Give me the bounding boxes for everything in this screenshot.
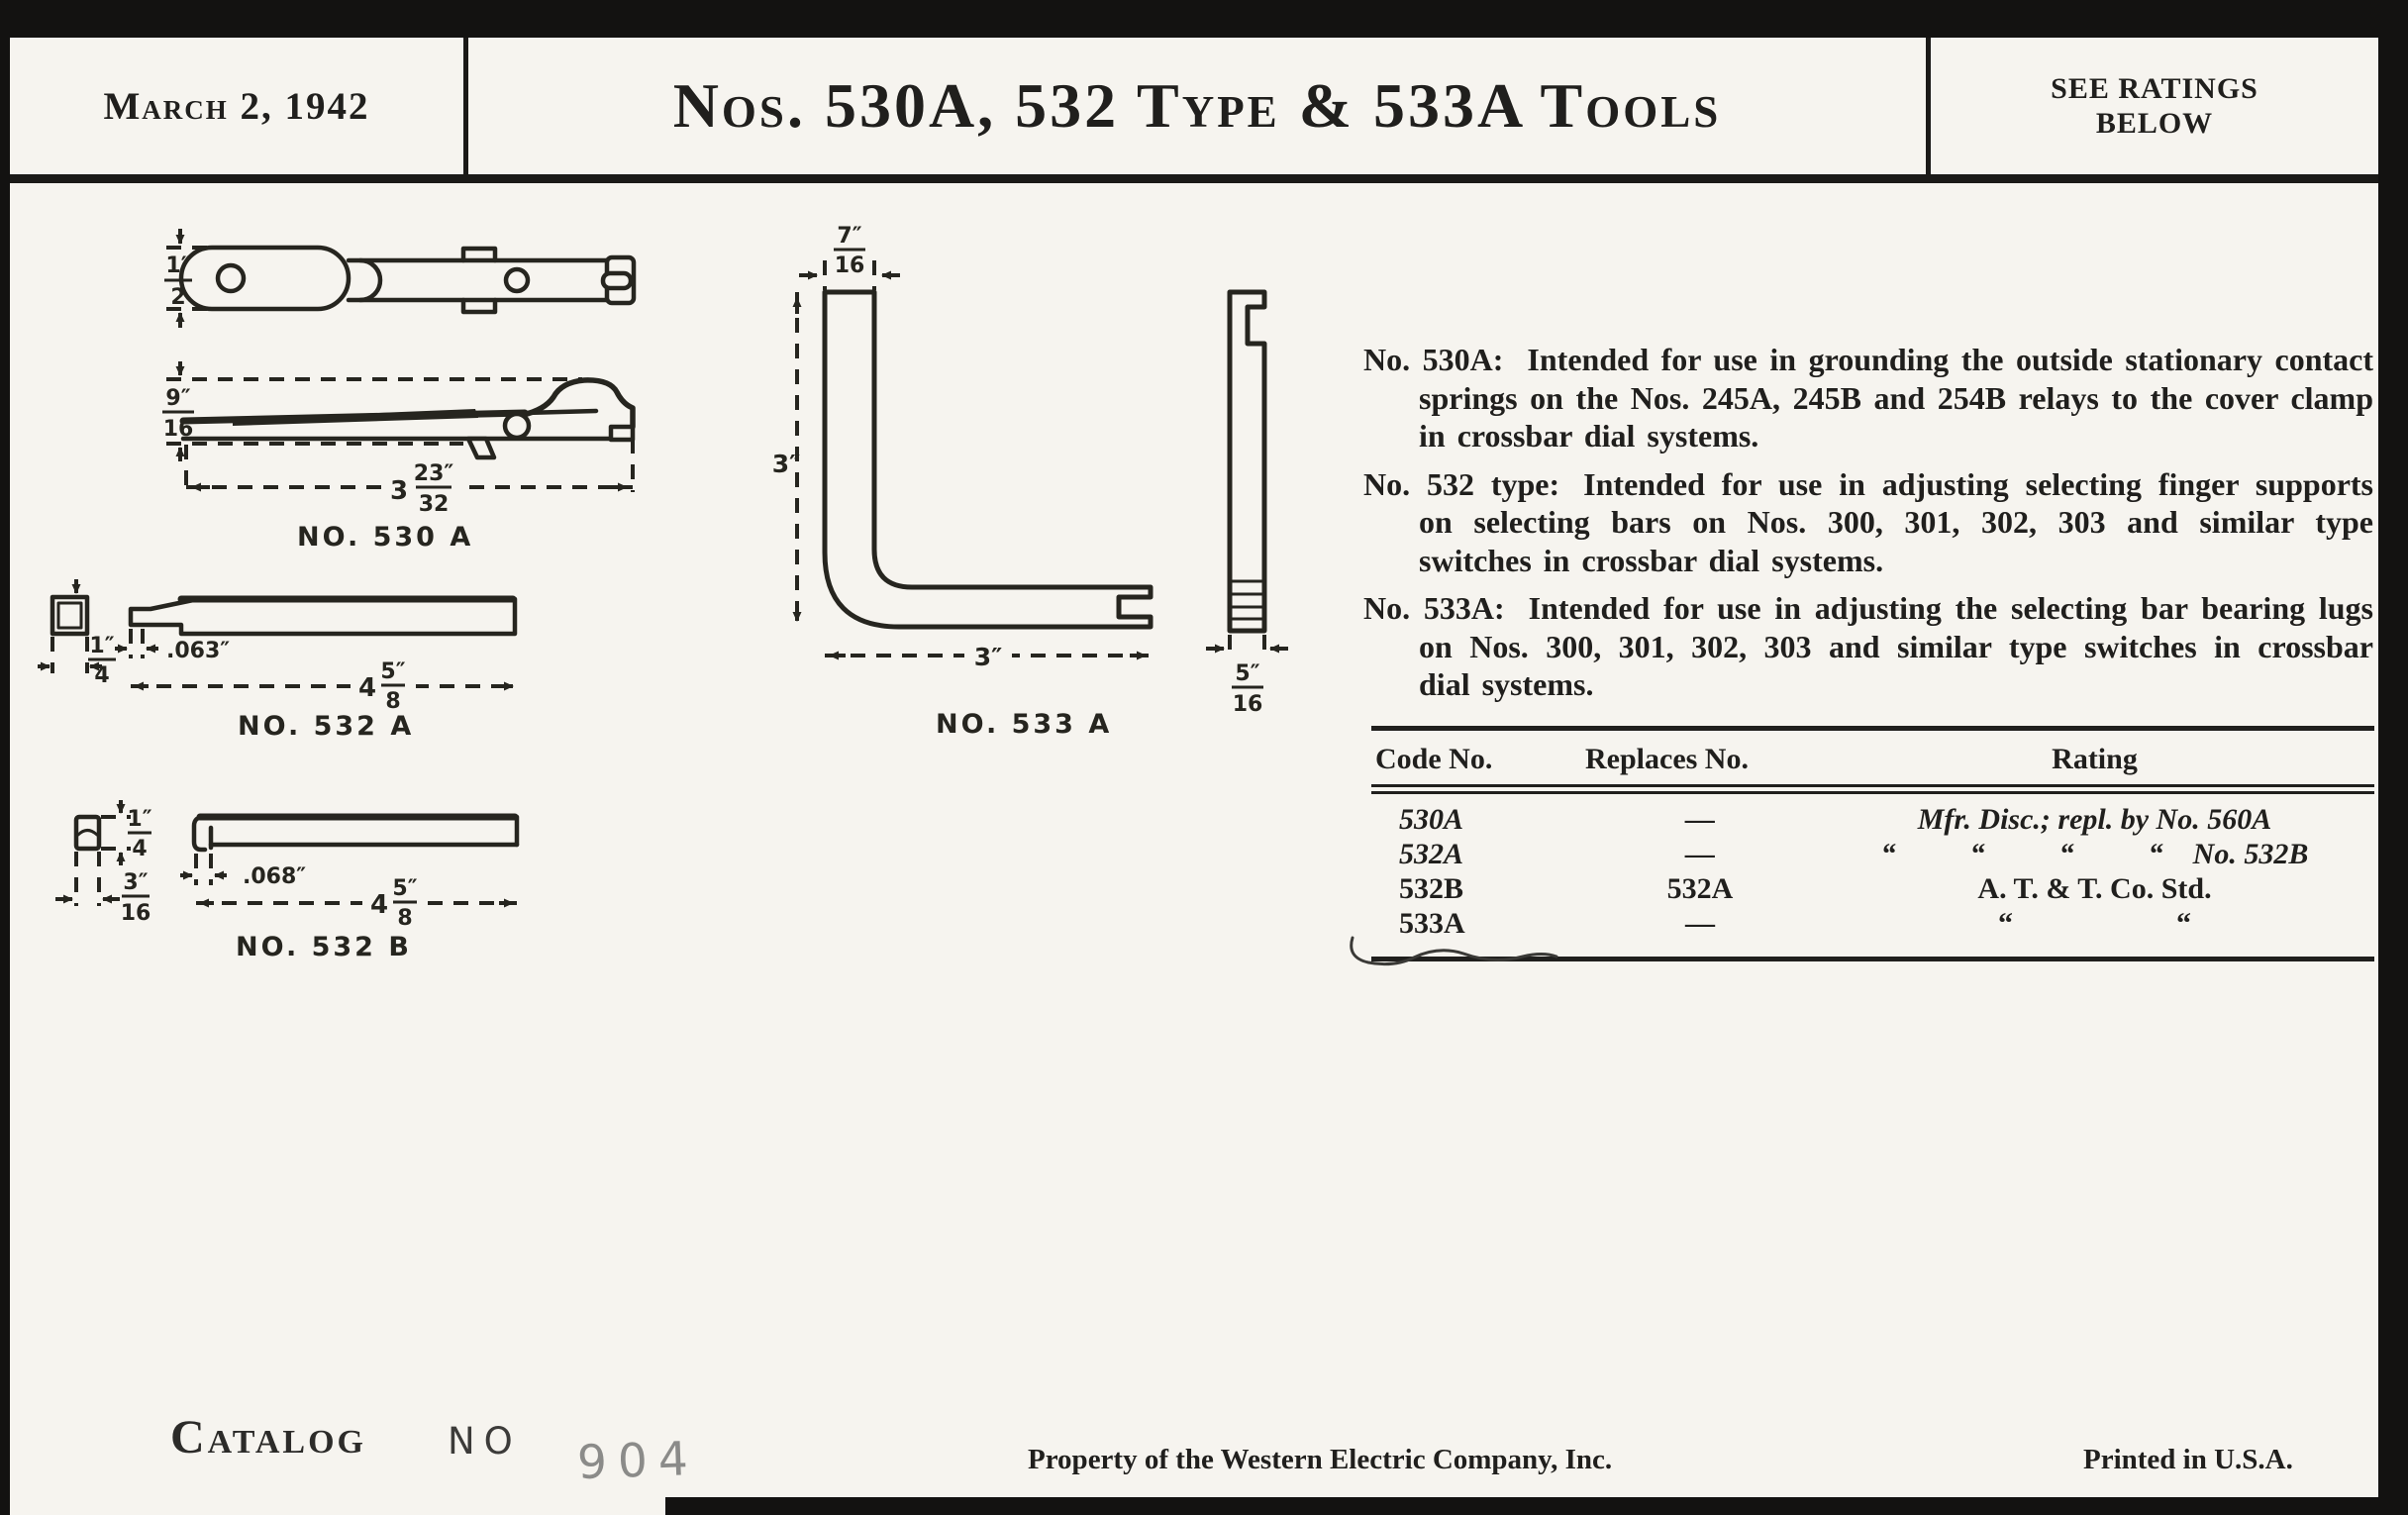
drawing-532b-label: NO. 532 B	[236, 932, 412, 962]
drawing-530a-label: NO. 530 A	[297, 522, 474, 553]
catalog-number-stamp: 904	[576, 1431, 700, 1491]
cell-rating: “ “ “ “ No. 532B	[1880, 838, 2309, 870]
description-532-label: No. 532 type:	[1363, 465, 1560, 502]
532b-end-view	[55, 800, 152, 926]
dim-length-den: 32	[418, 492, 450, 517]
532a-end-view	[38, 579, 116, 688]
dim-length-den: 8	[385, 689, 401, 714]
description-530a-text: Intended for use in grounding the outside stationary contact springs on the Nos. 245A, 245B and 254B relays to the cover clamp in crossbar dial systems.	[1419, 342, 2374, 454]
dim-height-num: 9″	[165, 386, 191, 411]
dim-thickness-num: 5″	[1235, 661, 1260, 686]
dim-width-num: 1″	[165, 253, 191, 278]
dim-section-den: 4	[94, 663, 110, 688]
532b-side-view	[180, 817, 517, 931]
scan-edge-left	[0, 0, 10, 1515]
page-header	[10, 38, 2378, 183]
ratings-note	[1931, 38, 2378, 174]
table-row	[1371, 837, 2374, 871]
dim-sech-num: 1″	[127, 807, 152, 832]
issue-date: March 2, 1942	[103, 84, 370, 128]
dim-length-whole: 3	[389, 476, 409, 506]
dim-top-den: 16	[834, 253, 865, 278]
dim-length-label: 3″	[973, 643, 1003, 671]
drawing-532a-label: NO. 532 A	[238, 711, 415, 742]
catalog-no-label: NO	[448, 1420, 522, 1463]
dim-length-num: 5″	[392, 876, 418, 901]
description-533a-label: No. 533A:	[1363, 590, 1505, 626]
description-block	[1363, 341, 2373, 714]
dim-width-den: 2	[170, 285, 186, 310]
col-header-code: Code No.	[1375, 743, 1493, 775]
drawing-533a	[772, 223, 1347, 762]
533a-front-view	[772, 224, 1151, 672]
ratings-note-line2: BELOW	[2095, 107, 2214, 140]
drawing-532a	[40, 579, 733, 753]
dim-length-whole: 4	[369, 890, 389, 920]
description-533a	[1363, 589, 2373, 704]
page-title: Nos. 530A, 532 Type & 533A Tools	[672, 70, 1722, 141]
table-row	[1371, 871, 2374, 906]
dim-section-num: 1″	[89, 634, 115, 658]
dim-step-label: .063″	[166, 639, 231, 663]
cell-code: 530A	[1399, 803, 1464, 836]
cell-replaces: 532A	[1666, 872, 1734, 905]
drawing-533a-label: NO. 533 A	[936, 709, 1113, 740]
scan-edge-bottom	[665, 1497, 2408, 1515]
description-530a	[1363, 341, 2373, 455]
handwritten-squiggle	[1345, 926, 1562, 980]
530a-top-view	[164, 229, 634, 328]
description-533a-text: Intended for use in adjusting the selecting bar bearing lugs on Nos. 300, 301, 302, 303 and similar type switches in crossbar dial systems.	[1419, 590, 2374, 702]
cell-replaces: —	[1685, 907, 1715, 940]
catalog-label: Catalog	[170, 1411, 366, 1464]
col-header-rating: Rating	[2052, 743, 2138, 775]
cell-replaces: —	[1685, 803, 1715, 836]
dim-secw-num: 3″	[123, 870, 149, 895]
dim-top-num: 7″	[837, 224, 862, 249]
dim-height-label: 3″	[771, 450, 801, 478]
dim-step-label: .068″	[243, 864, 307, 889]
530a-side-view	[162, 361, 633, 517]
dim-length-whole: 4	[357, 673, 377, 703]
532a-side-view	[115, 599, 517, 714]
dim-length-den: 8	[397, 906, 413, 931]
cell-rating: Mfr. Disc.; repl. by No. 560A	[1917, 803, 2272, 836]
description-530a-label: No. 530A:	[1363, 342, 1504, 377]
dim-thickness-den: 16	[1232, 692, 1263, 717]
dim-length-num: 23″	[413, 461, 454, 486]
printed-note: Printed in U.S.A.	[2083, 1444, 2293, 1475]
cell-code: 532B	[1399, 872, 1464, 905]
ratings-note-line1: SEE RATINGS	[2051, 72, 2258, 105]
property-note: Property of the Western Electric Company, Inc.	[1028, 1444, 1613, 1475]
scan-edge-top	[0, 0, 2408, 38]
description-532-text: Intended for use in adjusting selecting finger supports on selecting bars on Nos. 300, 301, 302, 303 and similar type switches in crossbar dial systems.	[1419, 465, 2374, 578]
drawing-532b	[40, 792, 733, 970]
scan-edge-right	[2378, 0, 2408, 1515]
dim-sech-den: 4	[132, 837, 148, 861]
table-row	[1371, 802, 2374, 837]
cell-code: 532A	[1399, 838, 1464, 870]
cell-replaces: —	[1685, 838, 1715, 870]
cell-code: 533A	[1399, 907, 1465, 940]
dim-length-num: 5″	[380, 659, 406, 684]
table-header-row	[1371, 731, 2374, 784]
533a-side-view	[1206, 292, 1288, 717]
cell-rating: “ “	[1998, 907, 2191, 940]
description-532	[1363, 465, 2373, 580]
col-header-replaces: Replaces No.	[1585, 743, 1749, 775]
drawing-530a	[139, 223, 713, 559]
dim-secw-den: 16	[120, 901, 151, 926]
cell-rating: A. T. & T. Co. Std.	[1977, 872, 2212, 905]
dim-height-den: 16	[162, 417, 194, 442]
